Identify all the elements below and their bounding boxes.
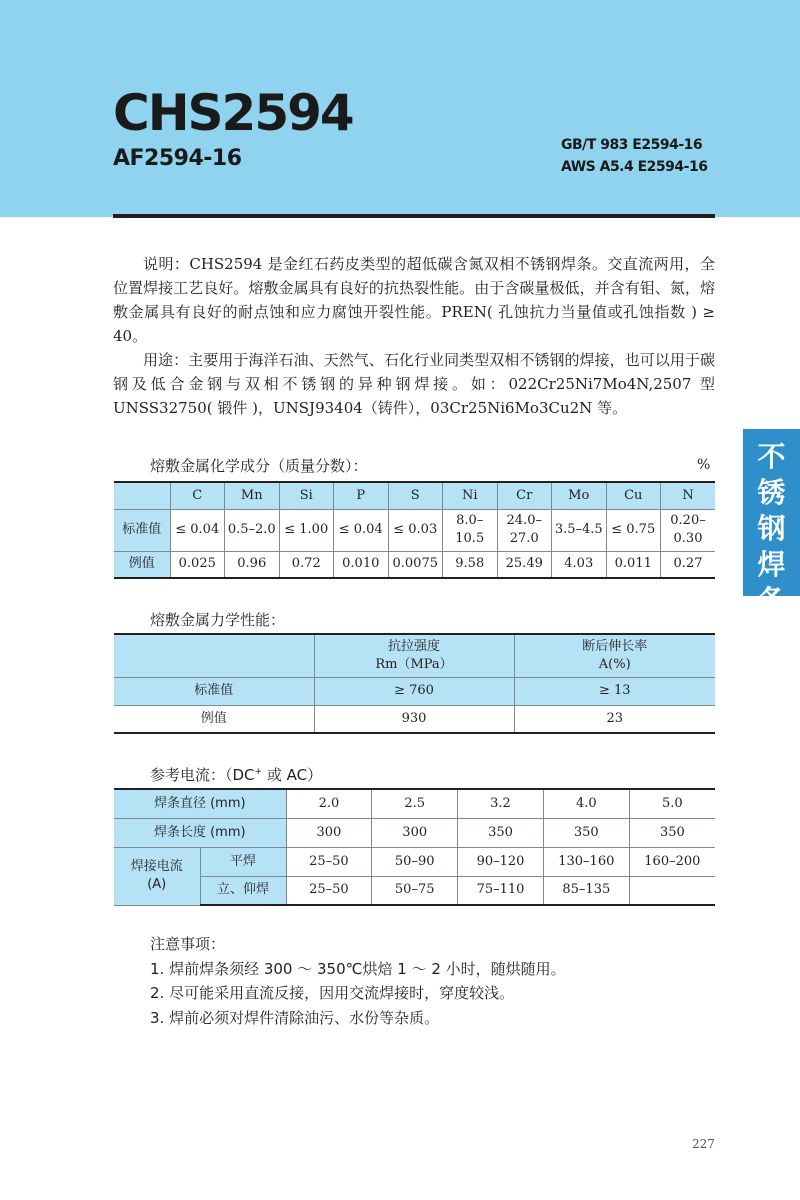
mech-corner-cell bbox=[114, 634, 314, 677]
mech-a-cell: ≥ 13 bbox=[514, 677, 715, 705]
mech-rm-header-line2: Rm（MPa） bbox=[375, 656, 453, 672]
chem-header-row bbox=[114, 482, 715, 509]
chem-cell: 0.011 bbox=[606, 551, 661, 578]
mech-table bbox=[114, 633, 715, 734]
product-title: CHS2594 bbox=[113, 84, 353, 142]
note-item: 1. 焊前焊条须经 300 ～ 350℃烘焙 1 ～ 2 小时，随烘随用。 bbox=[150, 959, 566, 978]
diameter-cell: 4.0 bbox=[543, 789, 629, 818]
diameter-label: 焊条直径 (mm) bbox=[114, 789, 286, 818]
mech-a-header-line1: 断后伸长率 bbox=[582, 638, 648, 654]
side-tab-char: 不 bbox=[757, 440, 786, 473]
current-title-suffix: 或 AC） bbox=[262, 766, 323, 784]
chem-cell: ≤ 0.75 bbox=[606, 509, 661, 551]
vertical-cell: 75–110 bbox=[458, 876, 544, 905]
chem-cell: 0.96 bbox=[225, 551, 280, 578]
mech-a-header-line2: A(%) bbox=[598, 656, 631, 672]
length-row bbox=[114, 818, 715, 847]
mech-rm-header-line1: 抗拉强度 bbox=[387, 638, 440, 654]
chem-corner-cell bbox=[114, 482, 170, 509]
chem-element-cell: Mn bbox=[225, 482, 280, 509]
chem-cell: ≤ 1.00 bbox=[279, 509, 334, 551]
length-cell: 300 bbox=[372, 818, 458, 847]
length-label: 焊条长度 (mm) bbox=[114, 818, 286, 847]
chem-element-cell: Si bbox=[279, 482, 334, 509]
length-cell: 350 bbox=[629, 818, 715, 847]
diameter-cell: 5.0 bbox=[629, 789, 715, 818]
current-label-line2: (A) bbox=[147, 877, 167, 892]
mech-example-row bbox=[114, 705, 715, 733]
flat-current-row bbox=[114, 847, 715, 876]
chem-cell: 0.010 bbox=[334, 551, 389, 578]
side-tab-char: 焊 bbox=[757, 548, 786, 581]
current-table bbox=[114, 788, 715, 906]
chem-element-cell: S bbox=[388, 482, 443, 509]
usage-label: 用途： bbox=[143, 351, 189, 369]
chem-cell: 0.72 bbox=[279, 551, 334, 578]
description-text: CHS2594 是金红石药皮类型的超低碳含氮双相不锈钢焊条。交直流两用，全位置焊接工艺良好。熔敷金属具有良好的抗热裂性能。由于含碳量极低，并含有钼、氮，熔敷金属具有良好的耐点蚀和应力腐蚀开裂性能。PREN( 孔蚀抗力当量值或孔蚀指数 ) ≥ 40。 bbox=[113, 255, 715, 345]
chem-element-cell: Cr bbox=[497, 482, 552, 509]
current-section-title bbox=[150, 764, 322, 785]
chem-row-label: 标准值 bbox=[114, 509, 170, 551]
chem-cell: 25.49 bbox=[497, 551, 552, 578]
diameter-cell: 2.5 bbox=[372, 789, 458, 818]
mech-a-header bbox=[514, 634, 715, 677]
side-tab-char: 条 bbox=[757, 584, 786, 617]
current-label bbox=[114, 847, 200, 905]
page-number: 227 bbox=[692, 1137, 715, 1151]
diameter-row bbox=[114, 789, 715, 818]
mech-header-row bbox=[114, 634, 715, 677]
chem-element-cell: C bbox=[170, 482, 225, 509]
chem-example-row bbox=[114, 551, 715, 578]
standards-block bbox=[561, 134, 707, 178]
usage-paragraph bbox=[113, 348, 715, 420]
chem-element-cell: Ni bbox=[443, 482, 498, 509]
vertical-current-row bbox=[114, 876, 715, 905]
chem-cell: 0.025 bbox=[170, 551, 225, 578]
chem-unit: % bbox=[697, 457, 711, 473]
length-cell: 350 bbox=[458, 818, 544, 847]
chem-cell: ≤ 0.03 bbox=[388, 509, 443, 551]
chem-cell: 0.27 bbox=[661, 551, 716, 578]
vertical-cell: 50–75 bbox=[372, 876, 458, 905]
mech-a-cell: 23 bbox=[514, 705, 715, 733]
chem-table bbox=[114, 481, 715, 579]
chem-cell: 3.5–4.5 bbox=[552, 509, 607, 551]
chem-row-label: 例值 bbox=[114, 551, 170, 578]
header-rule bbox=[113, 214, 715, 218]
side-tab-char: 锈 bbox=[757, 476, 786, 509]
diameter-cell: 3.2 bbox=[458, 789, 544, 818]
note-item: 2. 尽可能采用直流反接，因用交流焊接时，穿度较浅。 bbox=[150, 984, 515, 1002]
flat-cell: 90–120 bbox=[458, 847, 544, 876]
chem-cell: 4.03 bbox=[552, 551, 607, 578]
notes-block bbox=[150, 932, 715, 1030]
chem-cell: 8.0– 10.5 bbox=[443, 509, 498, 551]
mech-row-label: 例值 bbox=[114, 705, 314, 733]
mech-rm-cell: ≥ 760 bbox=[314, 677, 514, 705]
notes-title: 注意事项： bbox=[150, 935, 226, 953]
standard-aws: AWS A5.4 E2594-16 bbox=[561, 159, 708, 175]
mech-row-label: 标准值 bbox=[114, 677, 314, 705]
chem-standard-row bbox=[114, 509, 715, 551]
usage-text: 主要用于海洋石油、天然气、石化行业同类型双相不锈钢的焊接，也可以用于碳钢及低合金钢与双相不锈钢的异种钢焊接。如：022Cr25Ni7Mo4N,2507 型 UNSS32750( 锻件 )，UNSJ93404（铸件），03Cr25Ni6Mo3Cu2N 等。 bbox=[113, 351, 715, 417]
side-category-tab bbox=[743, 429, 800, 617]
flat-cell: 50–90 bbox=[372, 847, 458, 876]
chem-element-cell: Mo bbox=[552, 482, 607, 509]
standard-gb: GB/T 983 E2594-16 bbox=[561, 137, 703, 153]
chem-cell: ≤ 0.04 bbox=[170, 509, 225, 551]
note-item: 3. 焊前必须对焊件清除油污、水份等杂质。 bbox=[150, 1008, 440, 1027]
vertical-cell: 85–135 bbox=[543, 876, 629, 905]
current-title-prefix: 参考电流：（DC bbox=[150, 766, 255, 784]
diameter-cell: 2.0 bbox=[286, 789, 372, 818]
chem-element-cell: N bbox=[661, 482, 716, 509]
description-label: 说明： bbox=[143, 255, 190, 273]
chem-cell: 0.0075 bbox=[388, 551, 443, 578]
chem-cell: 0.20– 0.30 bbox=[661, 509, 716, 551]
flat-label: 平焊 bbox=[200, 847, 286, 876]
mech-rm-cell: 930 bbox=[314, 705, 514, 733]
flat-cell: 130–160 bbox=[543, 847, 629, 876]
chem-cell: ≤ 0.04 bbox=[334, 509, 389, 551]
header-band bbox=[0, 0, 800, 217]
current-label-line1: 焊接电流 bbox=[130, 859, 183, 874]
flat-cell: 160–200 bbox=[629, 847, 715, 876]
length-cell: 350 bbox=[543, 818, 629, 847]
chem-element-cell: P bbox=[334, 482, 389, 509]
chem-element-cell: Cu bbox=[606, 482, 661, 509]
chem-cell: 0.5–2.0 bbox=[225, 509, 280, 551]
mech-rm-header bbox=[314, 634, 514, 677]
side-tab-char: 钢 bbox=[757, 512, 786, 545]
flat-cell: 25–50 bbox=[286, 847, 372, 876]
chem-cell: 9.58 bbox=[443, 551, 498, 578]
chem-section-title: 熔敷金属化学成分（质量分数）： bbox=[150, 457, 368, 475]
mech-standard-row bbox=[114, 677, 715, 705]
length-cell: 300 bbox=[286, 818, 372, 847]
mech-section-title: 熔敷金属力学性能： bbox=[150, 611, 286, 629]
description-block bbox=[113, 252, 715, 420]
current-title-sup: + bbox=[254, 767, 263, 777]
description-paragraph bbox=[113, 252, 715, 348]
vertical-cell bbox=[629, 876, 715, 905]
vertical-cell: 25–50 bbox=[286, 876, 372, 905]
chem-cell: 24.0– 27.0 bbox=[497, 509, 552, 551]
product-subtitle: AF2594-16 bbox=[113, 146, 242, 171]
vertical-label: 立、仰焊 bbox=[200, 876, 286, 905]
